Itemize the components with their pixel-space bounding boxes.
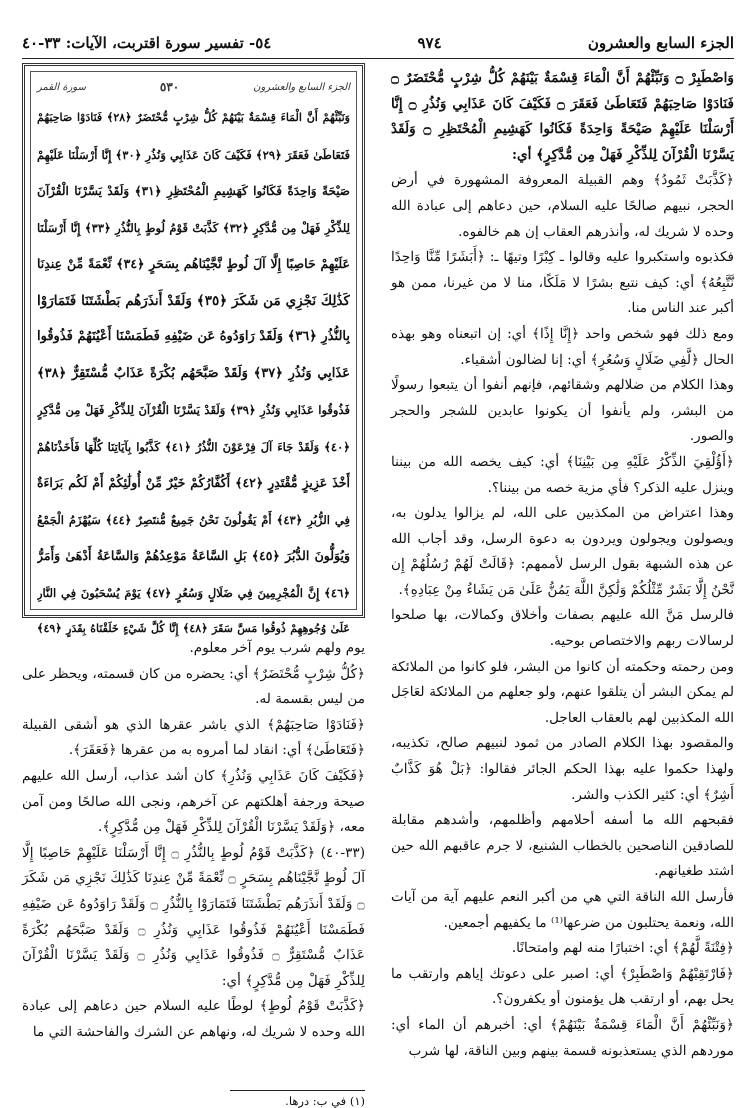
mushaf-line: عَلَيْهِمْ حَاصِبًا إِلَّا آلَ لُوطٍ نَّجَّيْنَاهُم بِسَحَرٍ ﴿٣٤﴾ نِّعْمَةً مِّنْ عِندِنَا: [37, 256, 350, 271]
mushaf-line: عَذَابِي وَنُذُرِ ﴿٣٧﴾ وَلَقَدْ صَبَّحَهُم بُكْرَةً عَذَابٌ مُّسْتَقِرٌّ ﴿٣٨﴾: [37, 365, 350, 381]
paragraph: ﴿كَذَّبَتْ قَوْمُ لُوطٍ﴾ لوطًا عليه السلام حين دعاهم إلى عبادة الله وحده لا شريك له، ونهاهم عن الشرك والفاحشة التي ما: [22, 998, 365, 1040]
paragraph: فالرسل مَنَّ الله عليهم بصفات وأخلاق وكمالات، بها صلحوا لرسالات ربهم والاختصاص بوحيه.: [391, 607, 734, 650]
page-header: [22, 30, 734, 56]
mushaf-line: فَتَعَاطَىٰ فَعَقَرَ ﴿٢٩﴾ فَكَيْفَ كَانَ عَذَابِي وَنُذُرِ ﴿٣٠﴾ إِنَّا أَرْسَلْنَا عَلَيْهِمْ: [37, 147, 350, 162]
header-rule: [22, 58, 734, 59]
paragraph: فكذبوه واستكبروا عليه وقالوا ـ كِبْرًا وتيهًا ـ: ﴿أَبَشَرًا مِّنَّا وَاحِدًا نَّتَّبِعُهُ﴾ أي: كيف نتبع بشرًا لا مَلَكًا، منا لا من غيرنا، ممن هو أكبر عند الناس منا.: [391, 249, 734, 317]
mushaf-line: فَذُوقُوا عَذَابِي وَنُذُرِ ﴿٣٩﴾ وَلَقَدْ يَسَّرْنَا الْقُرْآنَ لِلذِّكْرِ فَهَلْ مِن مُّدَّكِرٍ: [37, 403, 350, 417]
mushaf-line: ﴿٤٦﴾ إِنَّ الْمُجْرِمِينَ فِي ضَلَالٍ وَسُعُرٍ ﴿٤٧﴾ يَوْمَ يُسْحَبُونَ فِي النَّارِ: [37, 585, 350, 600]
paragraph: وَاصْطَبِرْ ۝ وَنَبِّئْهُمْ أَنَّ الْمَاءَ قِسْمَةٌ بَيْنَهُمْ كُلُّ شِرْبٍ مُّحْتَضَرٌ ۝ فَنَادَوْا صَاحِبَهُمْ فَتَعَاطَىٰ فَعَقَرَ ۝ فَكَيْفَ كَانَ عَذَابِي وَنُذُرِ ۝ إِنَّا أَرْسَلْنَا عَلَيْهِمْ صَيْحَةً وَاحِدَةً فَكَانُوا كَهَشِيمِ الْمُحْتَظِرِ ۝ وَلَقَدْ يَسَّرْنَا الْقُرْآنَ لِلذِّكْرِ فَهَلْ مِن مُّدَّكِرٍ﴾ أي:: [391, 70, 735, 163]
mushaf-frame: [22, 63, 365, 635]
paragraph: ومع ذلك فهو شخص واحد ﴿إِنَّا إِذًا﴾ أي: إن اتبعناه وهو بهذه الحال ﴿لَّفِي ضَلَالٍ وَسُعُرٍ﴾ أي: إنا لضالون أشقياء.: [391, 325, 734, 368]
mushaf-inner-border: [30, 71, 357, 635]
paragraph: ﴿أَؤُلْقِيَ الذِّكْرُ عَلَيْهِ مِن بَيْنِنَا﴾ أي: كيف يخصه الله من بيننا وينزل عليه الذكر؟ فأي مزية خصه من بيننا؟.: [391, 453, 734, 496]
mushaf-line: كَذَٰلِكَ نَجْزِي مَن شَكَرَ ﴿٣٥﴾ وَلَقَدْ أَنذَرَهُم بَطْشَتَنَا فَتَمَارَوْا: [37, 292, 350, 309]
paragraph: فقبحهم الله ما أسفه أحلامهم وأظلمهم، وأشدهم مقابلة للصادقين الناصحين بالخطاب الشنيع، لا جرم عاقبهم الله حين اشتد طغيانهم.: [391, 812, 734, 880]
paragraph: يوم ولهم شرب يوم آخر معلوم.: [189, 640, 365, 656]
mushaf-surah-label: سورة القمر: [37, 81, 86, 93]
commentary-right-column: [391, 66, 734, 1064]
paragraph: ﴿فَكَيْفَ كَانَ عَذَابِي وَنُذُرِ﴾ كان أشد عذاب، أرسل الله عليهم صيحة ورجفة أهلكتهم عن آخرهم، ونجى الله صالحًا ومن آمن معه، ﴿وَلَقَدْ يَسَّرْنَا الْقُرْآنَ لِلذِّكْرِ فَهَلْ مِن مُّدَّكِرٍ﴾.: [22, 767, 365, 836]
paragraph: فأرسل الله الناقة التي هي من أكبر النعم عليهم آية من آيات الله، ونعمة يحتلبون من ضرعها⁽¹⁾ ما يكفيهم أجمعين.: [391, 889, 734, 931]
paragraph: وهذا اعتراض من المكذبين على الله، لم يزالوا يدلون به، ويصولون ويجولون ويردون به دعوة الرسل، وقد أجاب الله عن هذه الشبهة بقول الرسل لأممهم: ﴿قَالَتْ لَهُمْ رُسُلُهُمْ إِن نَّحْنُ إِلَّا بَشَرٌ مِّثْلُكُمْ وَلَٰكِنَّ اللَّهَ يَمُنُّ عَلَىٰ مَن يَشَاءُ مِنْ عِبَادِهِ﴾.: [391, 505, 734, 598]
paragraph: (٣٣-٤٠) ﴿كَذَّبَتْ قَوْمُ لُوطٍ بِالنُّذُرِ ۝ إِنَّا أَرْسَلْنَا عَلَيْهِمْ حَاصِبًا إِلَّا آلَ لُوطٍ نَّجَّيْنَاهُم بِسَحَرٍ ۝ نِّعْمَةً مِّنْ عِندِنَا كَذَٰلِكَ نَجْزِي مَن شَكَرَ ۝ وَلَقَدْ أَنذَرَهُم بَطْشَتَنَا فَتَمَارَوْا بِالنُّذُرِ ۝ وَلَقَدْ رَاوَدُوهُ عَن ضَيْفِهِ فَطَمَسْنَا أَعْيُنَهُمْ فَذُوقُوا عَذَابِي وَنُذُرِ ۝ وَلَقَدْ صَبَّحَهُم بُكْرَةً عَذَابٌ مُّسْتَقِرٌّ ۝ فَذُوقُوا عَذَابِي وَنُذُرِ ۝ وَلَقَدْ يَسَّرْنَا الْقُرْآنَ لِلذِّكْرِ فَهَلْ مِن مُّدَّكِرٍ﴾ أي:: [22, 844, 366, 989]
paragraph: ﴿فَارْتَقِبْهُمْ وَاصْطَبِرْ﴾ أي: اصبر على دعوتك إياهم وارتقب ما يحل بهم، أو ارتقب هل يؤمنون أو يكفرون؟.: [391, 965, 734, 1008]
mushaf-juz-label: الجزء السابع والعشرون: [253, 81, 350, 93]
header-surah-verses: ٥٤- تفسير سورة اقتربت، الآيات: ٣٣-٤٠: [22, 34, 272, 52]
mushaf-line: وَيُوَلُّونَ الدُّبُرَ ﴿٤٥﴾ بَلِ السَّاعَةُ مَوْعِدُهُمْ وَالسَّاعَةُ أَدْهَىٰ وَأَمَرُّ: [37, 548, 350, 563]
mushaf-line: بِالنُّذُرِ ﴿٣٦﴾ وَلَقَدْ رَاوَدُوهُ عَن ضَيْفِهِ فَطَمَسْنَا أَعْيُنَهُمْ فَذُوقُوا: [37, 329, 350, 344]
mushaf-line: ﴿٤٠﴾ وَلَقَدْ جَاءَ آلَ فِرْعَوْنَ النُّذُرُ ﴿٤١﴾ كَذَّبُوا بِآيَاتِنَا كُلِّهَا فَأَخَذْنَاهُمْ: [37, 439, 350, 454]
mushaf-line: عَلَىٰ وُجُوهِهِمْ ذُوقُوا مَسَّ سَقَرَ ﴿٤٨﴾ إِنَّا كُلَّ شَيْءٍ خَلَقْنَاهُ بِقَدَرٍ ﴿٤٩﴾: [37, 622, 350, 635]
mushaf-line: وَنَبِّئْهُمْ أَنَّ الْمَاءَ قِسْمَةٌ بَيْنَهُمْ كُلُّ شِرْبٍ مُّحْتَضَرٌ ﴿٢٨﴾ فَنَادَوْا صَاحِبَهُمْ: [37, 111, 350, 124]
mushaf-header: [37, 78, 350, 96]
paragraph: والمقصود بهذا الكلام الصادر من ثمود لنبيهم صالح، تكذيبه، ولهذا حكموا عليه بهذا الحكم الجائر فقالوا: ﴿بَلْ هُوَ كَذَّابٌ أَشِرٌ﴾ أي: كثير الكذب والشر.: [391, 735, 734, 803]
paragraph: وهذا الكلام من ضلالهم وشقائهم، فإنهم أنفوا أن يتبعوا رسولًا من البشر، ولم يأنفوا أن يكونوا عابدين للشجر والحجر والصور.: [391, 377, 734, 445]
mushaf-line: صَيْحَةً وَاحِدَةً فَكَانُوا كَهَشِيمِ الْمُحْتَظِرِ ﴿٣١﴾ وَلَقَدْ يَسَّرْنَا الْقُرْآنَ: [37, 184, 350, 198]
mushaf-line: أَخْذَ عَزِيزٍ مُّقْتَدِرٍ ﴿٤٢﴾ أَكُفَّارُكُمْ خَيْرٌ مِّنْ أُولَٰئِكُمْ أَمْ لَكُم بَرَاءَةٌ: [37, 475, 350, 490]
paragraph: ومن رحمته وحكمته أن كانوا من البشر، فلو كانوا من الملائكة لم يمكن البشر أن يتلقوا عنهم، ولو جعلهم من الملائكة لعَاجَل الله المكذبين لهم بالعقاب العاجل.: [391, 658, 734, 726]
paragraph: ﴿كُلُّ شِرْبٍ مُّحْتَضَرٌ﴾ أي: يحضره من كان قسمته، ويحظر على من ليس بقسمة له.: [22, 665, 365, 708]
paragraph: ﴿وَنَبِّئْهُمْ أَنَّ الْمَاءَ قِسْمَةٌ بَيْنَهُمْ﴾ أي: أخبرهم أن الماء أي: موردهم الذي يستعذبونه قسمة بينهم وبين الناقة، لها شرب: [391, 1016, 734, 1059]
footnote-rule: [230, 1090, 365, 1091]
paragraph: ﴿فِتْنَةً لَّهُمْ﴾ أي: اختبارًا منه لهم وامتحانًا.: [511, 940, 734, 957]
commentary-left-column: [22, 636, 365, 1046]
paragraph: ﴿كَذَّبَتْ ثَمُودُ﴾ وهم القبيلة المعروفة المشهورة في أرض الحجر، نبيهم صالحًا عليه السلام، حين دعاهم إلى عبادة الله وحده لا شريك له، وأنذرهم العقاب إن هم خالفوه.: [391, 172, 734, 240]
paragraph: ﴿فَنَادَوْا صَاحِبَهُمْ﴾ الذي باشر عقرها الذي هو أشقى القبيلة ﴿فَتَعَاطَىٰ﴾ أي: انقاد لما أمروه به من عقرها ﴿فَعَقَرَ﴾.: [22, 716, 365, 759]
header-juz: الجزء السابع والعشرون: [587, 34, 734, 52]
mushaf-line: فِي الزُّبُرِ ﴿٤٣﴾ أَمْ يَقُولُونَ نَحْنُ جَمِيعٌ مُّنتَصِرٌ ﴿٤٤﴾ سَيُهْزَمُ الْجَمْعُ: [37, 512, 350, 527]
mushaf-lines: [37, 100, 350, 648]
footnote: (١) في ب: درها.: [285, 1094, 365, 1108]
mushaf-line: لِلذِّكْرِ فَهَلْ مِن مُّدَّكِرٍ ﴿٣٢﴾ كَذَّبَتْ قَوْمُ لُوطٍ بِالنُّذُرِ ﴿٣٣﴾ إِنَّا أَرْسَلْنَا: [37, 220, 350, 235]
mushaf-page-number: ٥٣٠: [159, 80, 180, 94]
header-page-number: ٩٧٤: [417, 34, 442, 52]
